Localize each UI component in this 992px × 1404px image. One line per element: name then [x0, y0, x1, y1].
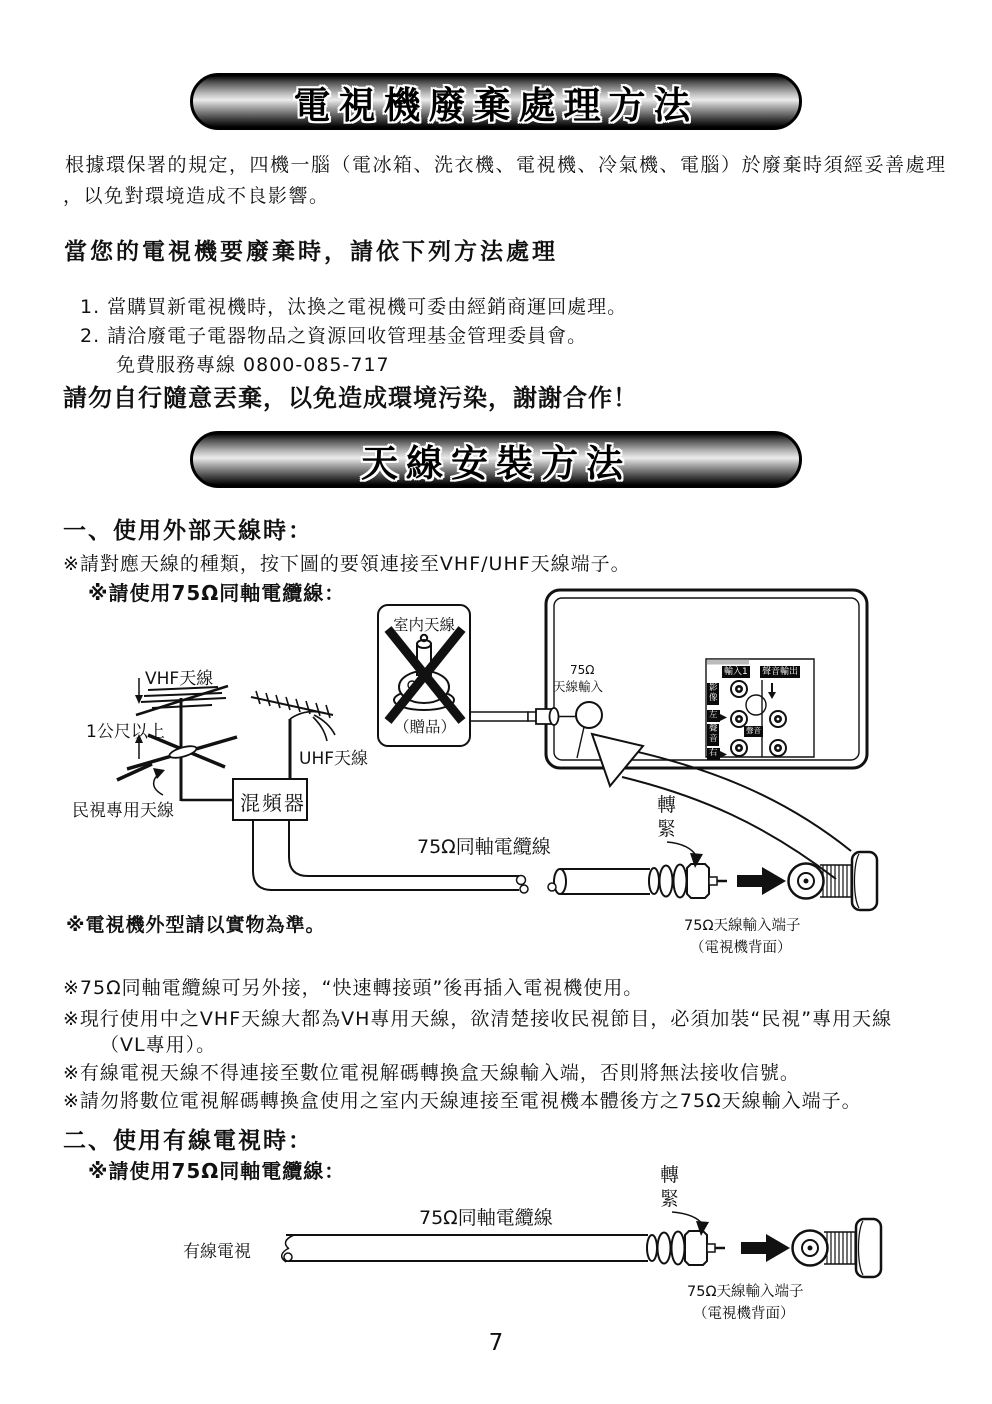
panel-audio-out-label: 聲音輸出 [762, 667, 799, 677]
shape-note: ※電視機外型請以實物為準。 [66, 914, 326, 936]
note-3: ※有線電視天線不得連接至數位電視解碼轉換盒天線輸入端，否則將無法接收信號。 [63, 1062, 800, 1084]
uhf-antenna-label: UHF天線 [299, 749, 369, 769]
disposal-intro-line1: 根據環保署的規定，四機一腦（電冰箱、洗衣機、電視機、冷氣機、電腦）於廢棄時須經妥善處理 [65, 154, 947, 176]
mixer-label: 混頻器 [240, 791, 306, 815]
one-meter-label: 1公尺以上 [86, 722, 165, 742]
vhf-antenna-label: VHF天線 [145, 669, 214, 689]
input-jack-label: 天線輸入 [553, 679, 604, 694]
antenna-terminal-2 [793, 1219, 882, 1277]
coax-cable-label-2: 75Ω同軸電纜線 [419, 1207, 553, 1229]
coax-connector [548, 864, 727, 898]
page-number: 7 [488, 1330, 504, 1356]
disposal-item-2: 2. 請洽廢電子電器物品之資源回收管理基金管理委員會。 [80, 325, 588, 347]
indoor-antenna-label: 室内天線 [393, 616, 456, 634]
terminal-sub-label-1: （電視機背面） [690, 940, 792, 956]
antenna-terminal [789, 852, 878, 910]
disposal-intro-line2: ，以免對環境造成不良影響。 [63, 185, 330, 207]
insert-arrow-icon [737, 867, 786, 895]
panel-left-label: 左 [709, 710, 718, 720]
panel-audio-mid-label: 聲音 [746, 726, 761, 735]
panel-video-label: 影像 [709, 683, 718, 703]
tighten-label-2: 轉緊 [660, 1164, 680, 1210]
ftv-antenna-label: 民視專用天線 [72, 801, 174, 821]
panel-input1-label: 輸入1 [724, 667, 748, 677]
note-2b: （VL專用）。 [100, 1034, 217, 1056]
panel-audio-label: 聲音 [709, 724, 718, 744]
disposal-heading: 當您的電視機要廢棄時，請依下列方法處理 [64, 239, 558, 265]
disposal-item-1: 1. 當購買新電視機時，汰換之電視機可委由經銷商運回處理。 [80, 296, 628, 318]
input-ohm-label: 75Ω [570, 663, 595, 677]
external-antenna-heading: 一、使用外部天線時： [63, 518, 313, 544]
gift-label: （贈品） [394, 718, 457, 736]
terminal-label-2: 75Ω天線輸入端子 [687, 1284, 804, 1300]
coax-note-2: ※請使用75Ω同軸電纜線： [88, 1159, 346, 1183]
external-antenna-note: ※請對應天線的種類，按下圖的要領連接至VHF/UHF天線端子。 [63, 553, 631, 575]
coax-cable-label-1: 75Ω同軸電纜線 [417, 836, 551, 858]
cable-tv-heading: 二、使用有線電視時： [63, 1128, 313, 1154]
insert-arrow-icon-2 [741, 1234, 790, 1262]
catv-label: 有線電視 [183, 1242, 251, 1262]
panel-right-label: 右 [709, 748, 718, 758]
external-antenna-diagram [0, 588, 992, 966]
note-1: ※75Ω同軸電纜線可另外接，“快速轉接頭”後再插入電視機使用。 [63, 977, 644, 999]
note-2: ※現行使用中之VHF天線大都為VH專用天線，欲清楚接收民視節目，必須加裝“民視”專用天線 [63, 1008, 893, 1030]
coax-cable-run-2 [282, 1235, 648, 1262]
disposal-banner-title: 電視機廢棄處理方法 [293, 83, 699, 127]
terminal-sub-label-2: （電視機背面） [693, 1306, 795, 1322]
disposal-banner [190, 73, 802, 130]
tighten-label-1: 轉緊 [657, 794, 677, 840]
diagram2-line-art [0, 1160, 992, 1335]
antenna-banner-title: 天線安裝方法 [361, 441, 631, 485]
antenna-banner [190, 431, 802, 488]
coax-connector-2 [647, 1231, 725, 1265]
terminal-label-1: 75Ω天線輸入端子 [684, 918, 801, 934]
coax-note-1: ※請使用75Ω同軸電纜線： [88, 581, 346, 605]
disposal-warning: 請勿自行隨意丟棄，以免造成環境污染，謝謝合作！ [63, 384, 638, 412]
disposal-hotline: 免費服務專線 0800-085-717 [116, 354, 390, 376]
note-4: ※請勿將數位電視解碼轉換盒使用之室内天線連接至電視機本體後方之75Ω天線輸入端子。 [63, 1090, 862, 1112]
cable-tv-diagram [0, 1160, 992, 1335]
